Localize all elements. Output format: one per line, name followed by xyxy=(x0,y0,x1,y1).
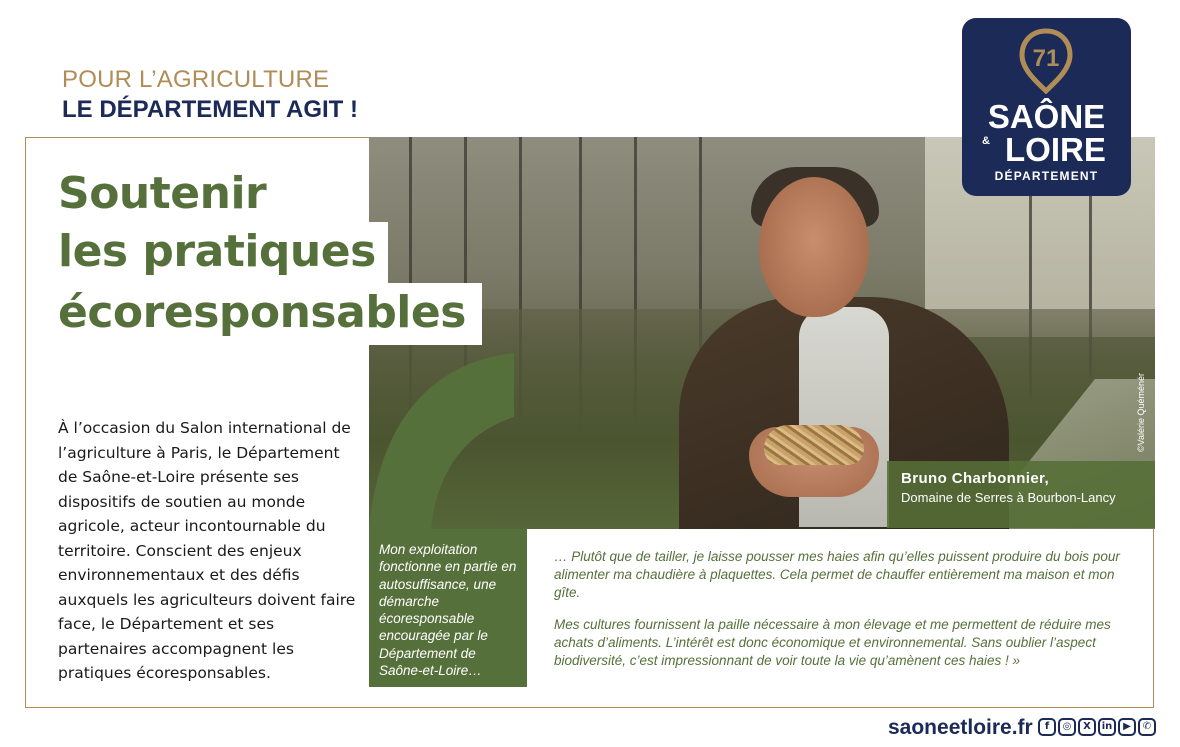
logo-number: 71 xyxy=(1032,45,1060,72)
logo-saone: SAÔNE xyxy=(987,98,1106,135)
title-line-2: les pratiques xyxy=(58,222,388,284)
testimonial-quote xyxy=(554,548,1144,670)
decorative-quote-mark xyxy=(369,353,514,529)
intro-text: À l’occasion du Salon international de l’agriculture à Paris, le Département de Saône-et-Loire présente ses dispositifs de soutien au monde agricole, acteur incontournable du territoire. Conscient des enjeux environnementaux et des défis auxquels les agriculteurs doivent faire face, le Département et ses partenaires accompagnent les pratiques écoresponsables. xyxy=(58,419,356,682)
website-link[interactable]: saoneetloire.fr xyxy=(888,716,1033,739)
quote-paragraph-2: Mes cultures fournissent la paille nécessaire à mon élevage et me permettent de réduire mes achats d’aliments. L’intérêt est donc économique et environnemental. Sans oublier l’aspect biodiversité, c’est impressionnant de voir toute la vie qu’amènent ces haies ! » xyxy=(554,617,1111,668)
kicker: POUR L’AGRICULTURE xyxy=(62,66,330,93)
logo-amp: & xyxy=(982,135,990,147)
title-line-1: Soutenir xyxy=(58,164,278,226)
linkedin-icon[interactable]: in xyxy=(1098,718,1116,736)
quote-paragraph-1: … Plutôt que de tailler, je laisse pousser mes haies afin qu’elles puissent produire du bois pour alimenter ma chaudière à plaquettes. Cela permet de chauffer entièrement ma maison et mon gîte. xyxy=(554,549,1120,600)
caption-name: Bruno Charbonnier, xyxy=(901,470,1050,487)
logo-departement: DÉPARTEMENT xyxy=(994,169,1099,183)
headline: LE DÉPARTEMENT AGIT ! xyxy=(62,96,358,123)
location-pin-icon xyxy=(1018,28,1074,94)
whatsapp-icon[interactable]: ✆ xyxy=(1138,718,1156,736)
x-icon[interactable]: X xyxy=(1078,718,1096,736)
facebook-icon[interactable]: f xyxy=(1038,718,1056,736)
photo-credit: ©Valérie Quéménér xyxy=(1136,372,1146,452)
photo-caption xyxy=(887,461,1155,528)
title-line-3: écoresponsables xyxy=(58,283,482,345)
social-links xyxy=(1038,718,1156,736)
pull-quote: Mon exploitation fonctionne en partie en autosuffisance, une démarche écoresponsable encouragée par le Département de Saône-et-Loire… xyxy=(369,529,527,687)
instagram-icon[interactable]: ◎ xyxy=(1058,718,1076,736)
department-logo xyxy=(962,18,1131,196)
logo-loire: LOIRE xyxy=(1005,131,1106,168)
caption-place: Domaine de Serres à Bourbon-Lancy xyxy=(901,490,1116,505)
youtube-icon[interactable]: ▶ xyxy=(1118,718,1136,736)
